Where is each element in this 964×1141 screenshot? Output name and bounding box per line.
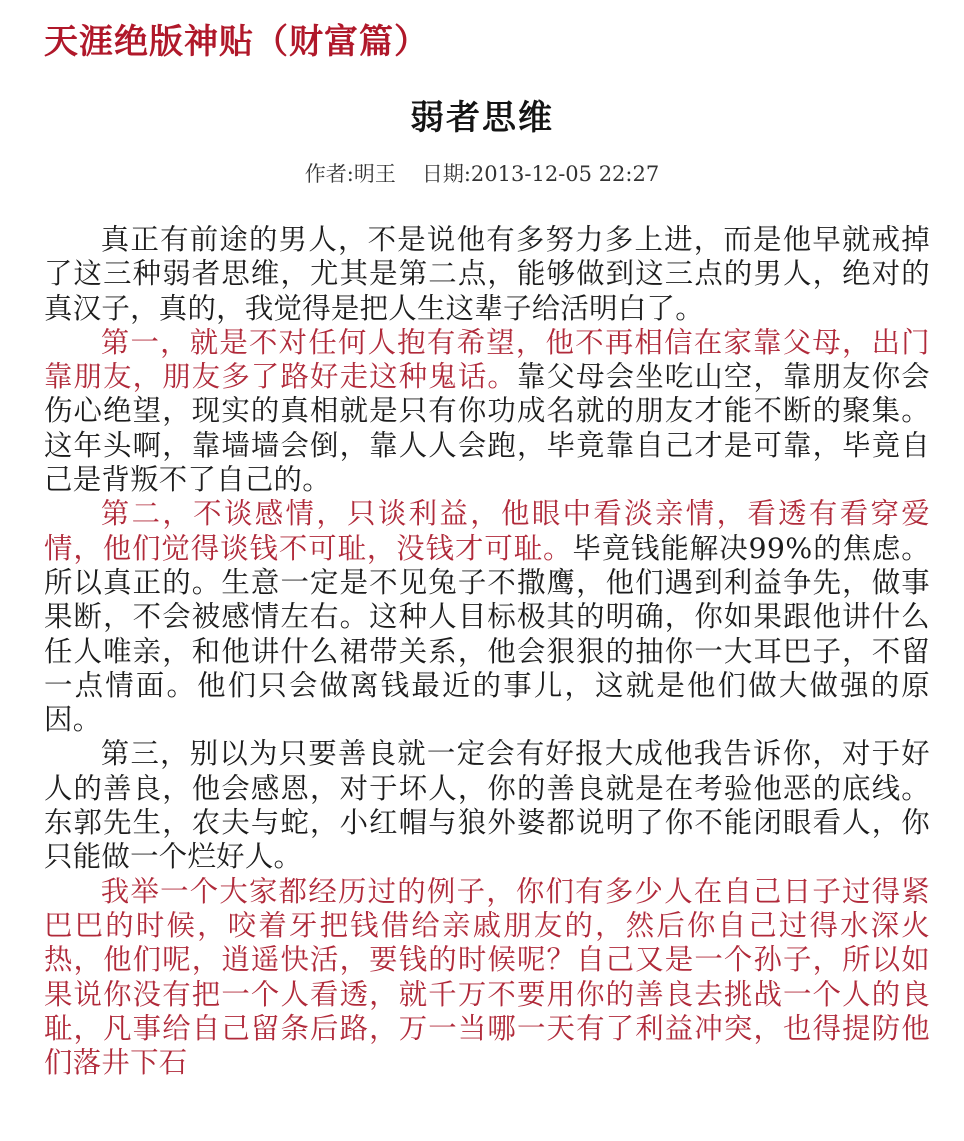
paragraph-point-two	[44, 497, 930, 737]
author-label: 作者:明王	[304, 162, 396, 186]
date-label: 日期:2013-12-05 22:27	[421, 162, 660, 186]
highlighted-text: 第二，不谈感情，只谈利益，他眼中看淡亲情，看透有看穿爱情，他们觉得谈钱不可耻，没钱才可耻。	[44, 497, 930, 565]
article-title: 弱者思维	[410, 98, 554, 138]
highlighted-text: 我举一个大家都经历过的例子，你们有多少人在自己日子过得紧巴巴的时候，咬着牙把钱借给亲戚朋友的，然后你自己过得水深火热，他们呢，逍遥快活，要钱的时候呢？自己又是一个孙子，所以如果说你没有把一个人看透，就千万不要用你的善良去挑战一个人的良耻，凡事给自己留条后路，万一当哪一天有了利益冲突，也得提防他们落井下石	[44, 874, 930, 1080]
body-text: 靠父母会坐吃山空，靠朋友你会伤心绝望，现实的真相就是只有你功成名就的朋友才能不断的聚集。这年头啊，靠墙墙会倒，靠人人会跑，毕竟靠自己才是可靠，毕竟自己是背叛不了自己的。	[44, 360, 930, 497]
highlighted-text: 第一，就是不对任何人抱有希望，他不再相信在家靠父母，出门靠朋友，朋友多了路好走这种鬼话。	[44, 325, 930, 394]
paragraph-point-three	[44, 737, 930, 874]
article-body	[44, 223, 930, 1080]
paragraph-point-one	[44, 326, 930, 497]
body-text: 毕竟钱能解决99%的焦虑。所以真正的。生意一定是不见兔子不撒鹰，他们遇到利益争先，做事果断，不会被感情左右。这种人目标极其的明确，你如果跟他讲什么任人唯亲，和他讲什么裙带关系，他会狠狠的抽你一大耳巴子，不留一点情面。他们只会做离钱最近的事儿，这就是他们做大做强的原因。	[44, 531, 930, 737]
paragraph-example	[44, 875, 930, 1081]
series-title: 天涯绝版神贴（财富篇）	[44, 22, 429, 62]
paragraph-intro	[44, 223, 930, 326]
article-meta	[0, 158, 964, 188]
body-text: 真正有前途的男人，不是说他有多努力多上进，而是他早就戒掉了这三种弱者思维，尤其是第二点，能够做到这三点的男人，绝对的真汉子，真的，我觉得是把人生这辈子给活明白了。	[44, 223, 930, 325]
body-text: 第三，别以为只要善良就一定会有好报大成他我告诉你，对于好人的善良，他会感恩，对于坏人，你的善良就是在考验他恶的底线。东郭先生，农夫与蛇，小红帽与狼外婆都说明了你不能闭眼看人，你只能做一个烂好人。	[44, 737, 930, 874]
